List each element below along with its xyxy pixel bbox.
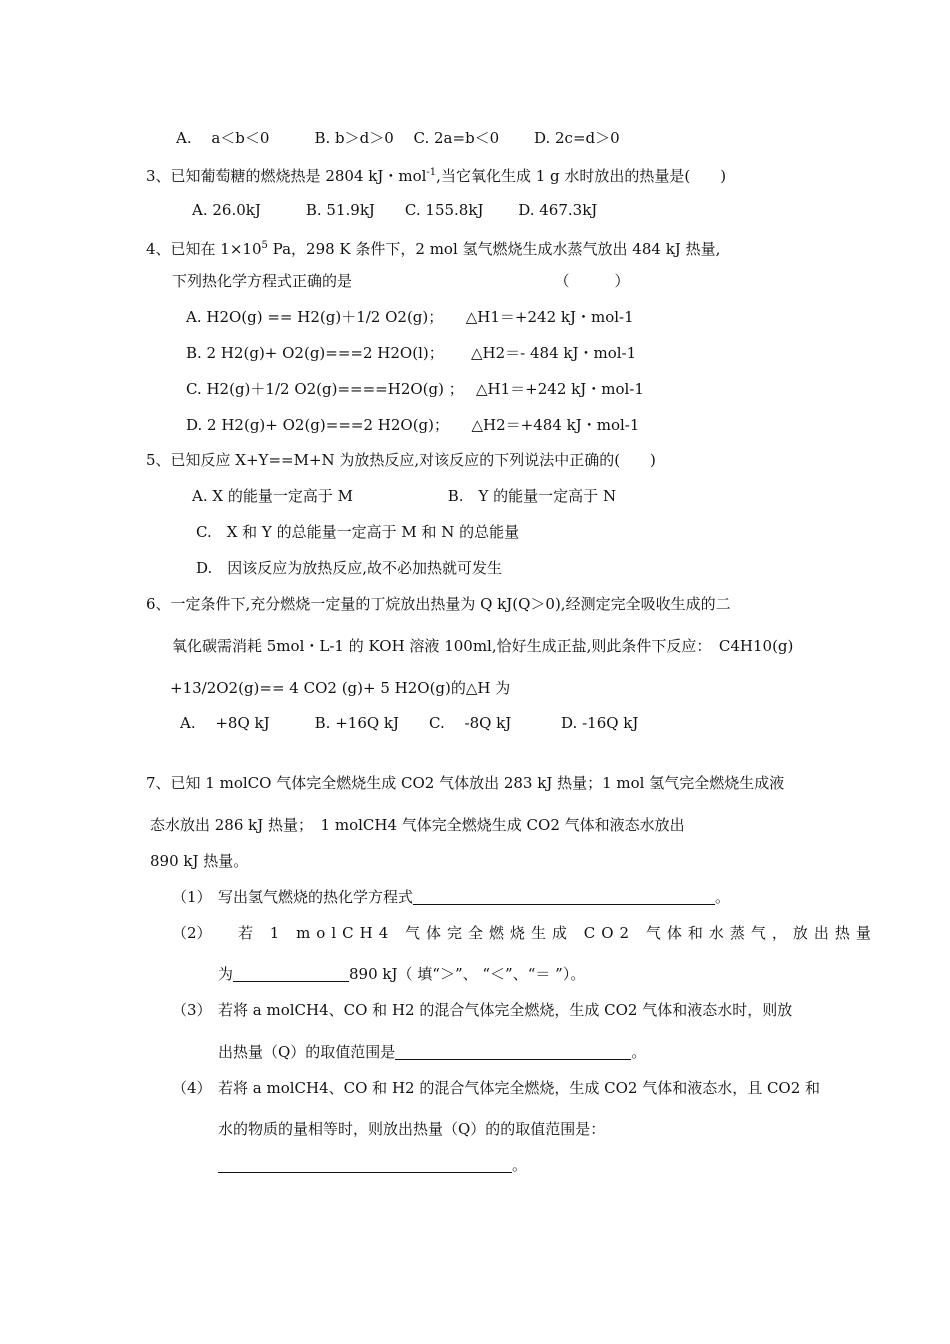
q6-options: A. +8Q kJ B. +16Q kJ C. -8Q kJ D. -16Q kJ <box>180 714 639 732</box>
q7-p2-number: （2） <box>172 924 212 942</box>
q7-line-2: 态水放出 286 kJ 热量； 1 molCH4 气体完全燃烧生成 CO2 气体和液态水放出 <box>150 816 685 834</box>
q7-p4-line-1: 若将 a molCH4、CO 和 H2 的混合气体完全燃烧，生成 CO2 气体和液态水，且 CO2 和 <box>218 1079 821 1097</box>
q7-p1-number: （1） <box>172 888 212 906</box>
q4-stem-2: 下列热化学方程式正确的是 （ ） <box>172 272 630 290</box>
q7-p4-line-2: 水的物质的量相等时，则放出热量（Q）的的取值范围是： <box>218 1120 606 1138</box>
q7-p4-line-3 <box>218 1155 527 1175</box>
q5-options-ab: A. X 的能量一定高于 M B. Y 的能量一定高于 N <box>192 487 617 505</box>
q7-p3-answer-blank[interactable] <box>395 1043 631 1060</box>
q4-stem-a: 4、已知在 1×10 <box>146 240 262 258</box>
q4-stem-sup: 5 <box>261 240 268 251</box>
q5-option-c: C. X 和 Y 的总能量一定高于 M 和 N 的总能量 <box>196 523 520 541</box>
q7-p3-line-2 <box>218 1042 646 1062</box>
q7-p2-line-2 <box>218 964 585 984</box>
q7-p3-line-1: 若将 a molCH4、CO 和 H2 的混合气体完全燃烧，生成 CO2 气体和液态水时，则放 <box>218 1001 793 1019</box>
q4-option-b: B. 2 H2(g)+ O2(g)===2 H2O(l)； △H2＝- 484 kJ・mol-1 <box>186 344 637 362</box>
q4-stem-b: Pa，298 K 条件下，2 mol 氢气燃烧生成水蒸气放出 484 kJ 热量, <box>267 240 721 258</box>
q6-line-2: 氧化碳需消耗 5mol・L-1 的 KOH 溶液 100ml,恰好生成正盐,则此条件下反应： C4H10(g) <box>172 637 794 655</box>
q5-stem: 5、已知反应 X+Y==M+N 为放热反应,对该反应的下列说法中正确的( ) <box>146 451 656 469</box>
q6-line-1: 6、一定条件下,充分燃烧一定量的丁烷放出热量为 Q kJ(Q＞0),经测定完全吸收生成的二 <box>146 595 731 613</box>
q4-stem <box>146 236 720 259</box>
q7-p2-prefix: 为 <box>218 965 234 983</box>
q5-option-d: D. 因该反应为放热反应,故不必加热就可发生 <box>196 559 503 577</box>
q7-p2-line-1: 若 1 molCH4 气体完全燃烧生成 CO2 气体和水蒸气，放出热量 <box>238 924 877 942</box>
q7-p4-number: （4） <box>172 1079 212 1097</box>
q6-line-3: +13/2O2(g)== 4 CO2 (g)+ 5 H2O(g)的△H 为 <box>170 679 511 697</box>
q4-option-a: A. H2O(g) == H2(g)＋1/2 O2(g)； △H1＝+242 kJ・mol-1 <box>186 308 634 326</box>
q7-p3-prefix: 出热量（Q）的取值范围是 <box>218 1043 396 1061</box>
q7-p4-answer-blank[interactable] <box>218 1156 512 1173</box>
q7-p2-answer-blank[interactable] <box>233 965 349 982</box>
q7-p4-end: 。 <box>512 1156 528 1174</box>
q7-p3-end: 。 <box>631 1043 647 1061</box>
q7-p1 <box>218 887 730 907</box>
q7-p2-suffix: 890 kJ（ 填“＞”、 “＜”、“＝ ”）。 <box>349 965 586 983</box>
q3-options: A. 26.0kJ B. 51.9kJ C. 155.8kJ D. 467.3kJ <box>192 201 598 219</box>
q3-stem-a: 3、已知葡萄糖的燃烧热是 2804 kJ・mol <box>146 167 427 185</box>
q2-options: A. a＜b＜0 B. b＞d＞0 C. 2a=b＜0 D. 2c=d＞0 <box>176 129 620 147</box>
q7-line-3: 890 kJ 热量。 <box>150 852 249 870</box>
q7-p1-end: 。 <box>715 888 731 906</box>
q7-p1-text: 写出氢气燃烧的热化学方程式 <box>218 888 414 906</box>
q7-p1-answer-blank[interactable] <box>413 888 715 905</box>
q3-stem <box>146 163 726 186</box>
q4-option-d: D. 2 H2(g)+ O2(g)===2 H2O(g)； △H2＝+484 kJ・mol-1 <box>186 416 640 434</box>
q4-option-c: C. H2(g)＋1/2 O2(g)====H2O(g) ； △H1＝+242 kJ・mol-1 <box>186 380 644 398</box>
q3-stem-sup: -1 <box>426 167 437 178</box>
q3-stem-b: ,当它氧化生成 1 g 水时放出的热量是( ) <box>436 167 727 185</box>
q7-line-1: 7、已知 1 molCO 气体完全燃烧生成 CO2 气体放出 283 kJ 热量；1 mol 氢气完全燃烧生成液 <box>146 774 785 792</box>
q7-p3-number: （3） <box>172 1001 212 1019</box>
